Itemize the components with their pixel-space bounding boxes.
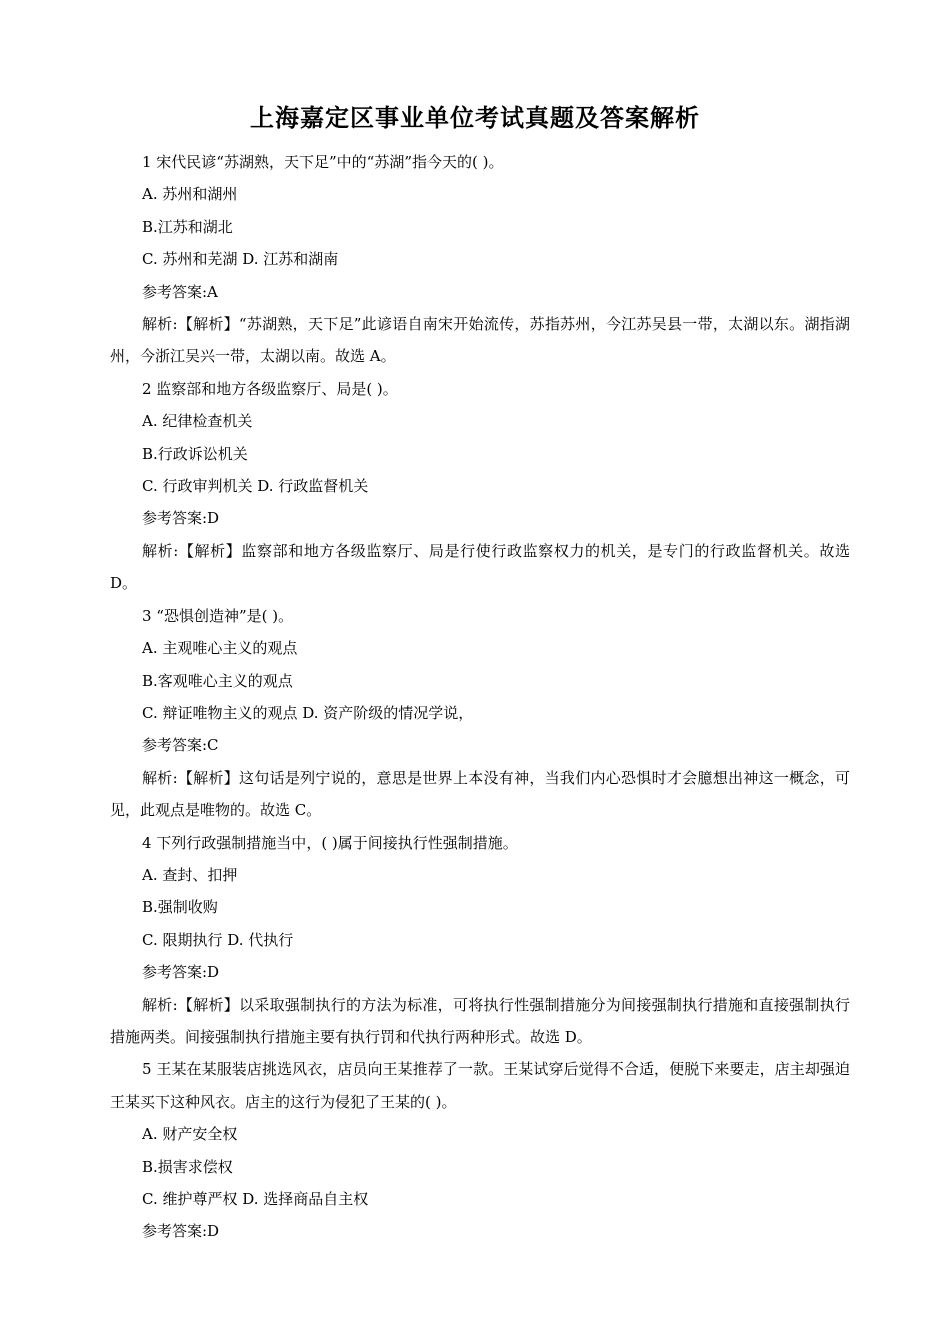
- option-c-d: C. 辩证唯物主义的观点 D. 资产阶级的情况学说，: [142, 703, 474, 722]
- reference-answer: 参考答案:D: [142, 963, 220, 982]
- reference-answer: 参考答案:C: [142, 736, 219, 755]
- answer-analysis: 解析:【解析】以采取强制执行的方法为标准，可将执行性强制措施分为间接强制执行措施和直接强制执行措施两类。间接强制执行措施主要有执行罚和代执行两种形式。故选 D。: [110, 995, 850, 1046]
- option-c-d: C. 限期执行 D. 代执行: [142, 930, 294, 949]
- option-a: A. 主观唯心主义的观点: [142, 639, 298, 658]
- question-text: 5 王某在某服装店挑选风衣，店员向王某推荐了一款。王某试穿后觉得不合适，便脱下来要走，店主却强迫王某买下这种风衣。店主的这行为侵犯了王某的( )。: [110, 1060, 850, 1111]
- question-block-1: [110, 146, 850, 373]
- reference-answer: 参考答案:A: [142, 282, 218, 301]
- option-a: A. 查封、扣押: [142, 865, 238, 884]
- option-b: B.江苏和湖北: [142, 217, 233, 236]
- answer-analysis: 解析:【解析】监察部和地方各级监察厅、局是行使行政监察权力的机关，是专门的行政监督机关。故选 D。: [110, 541, 850, 593]
- option-c-d: C. 维护尊严权 D. 选择商品自主权: [142, 1190, 369, 1208]
- option-a: A. 苏州和湖州: [142, 185, 238, 204]
- reference-answer: 参考答案:D: [142, 1222, 220, 1241]
- option-b: B.行政诉讼机关: [142, 444, 248, 463]
- option-b: B.强制收购: [142, 898, 218, 917]
- option-a: A. 财产安全权: [142, 1125, 238, 1144]
- answer-analysis: 解析:【解析】这句话是列宁说的，意思是世界上本没有神，当我们内心恐惧时才会臆想出神这一概念，可见，此观点是唯物的。故选 C。: [110, 768, 850, 820]
- option-b: B.客观唯心主义的观点: [142, 671, 293, 690]
- option-c-d: C. 行政审判机关 D. 行政监督机关: [142, 477, 369, 496]
- answer-analysis: 解析:【解析】“苏湖熟，天下足”此谚语自南宋开始流传，苏指苏州，今江苏吴县一带，太湖以东。湖指湖州，今浙江吴兴一带，太湖以南。故选 A。: [110, 315, 850, 366]
- option-b: B.损害求偿权: [142, 1157, 233, 1176]
- reference-answer: 参考答案:D: [142, 509, 220, 528]
- question-block-2: [110, 373, 850, 600]
- question-text: 2 监察部和地方各级监察厅、局是( )。: [142, 379, 398, 398]
- question-text: 3 “恐惧创造神”是( )。: [142, 606, 294, 625]
- question-list: [110, 146, 850, 1248]
- question-block-3: [110, 600, 850, 827]
- option-a: A. 纪律检查机关: [142, 412, 253, 431]
- question-text: 4 下列行政强制措施当中，( )属于间接执行性强制措施。: [142, 833, 518, 852]
- option-c-d: C. 苏州和芜湖 D. 江苏和湖南: [142, 250, 339, 269]
- question-text: 1 宋代民谚“苏湖熟，天下足”中的“苏湖”指今天的( )。: [142, 153, 504, 171]
- document-title: 上海嘉定区事业单位考试真题及答案解析: [250, 103, 700, 132]
- question-block-5: [110, 1053, 850, 1247]
- question-block-4: [110, 827, 850, 1054]
